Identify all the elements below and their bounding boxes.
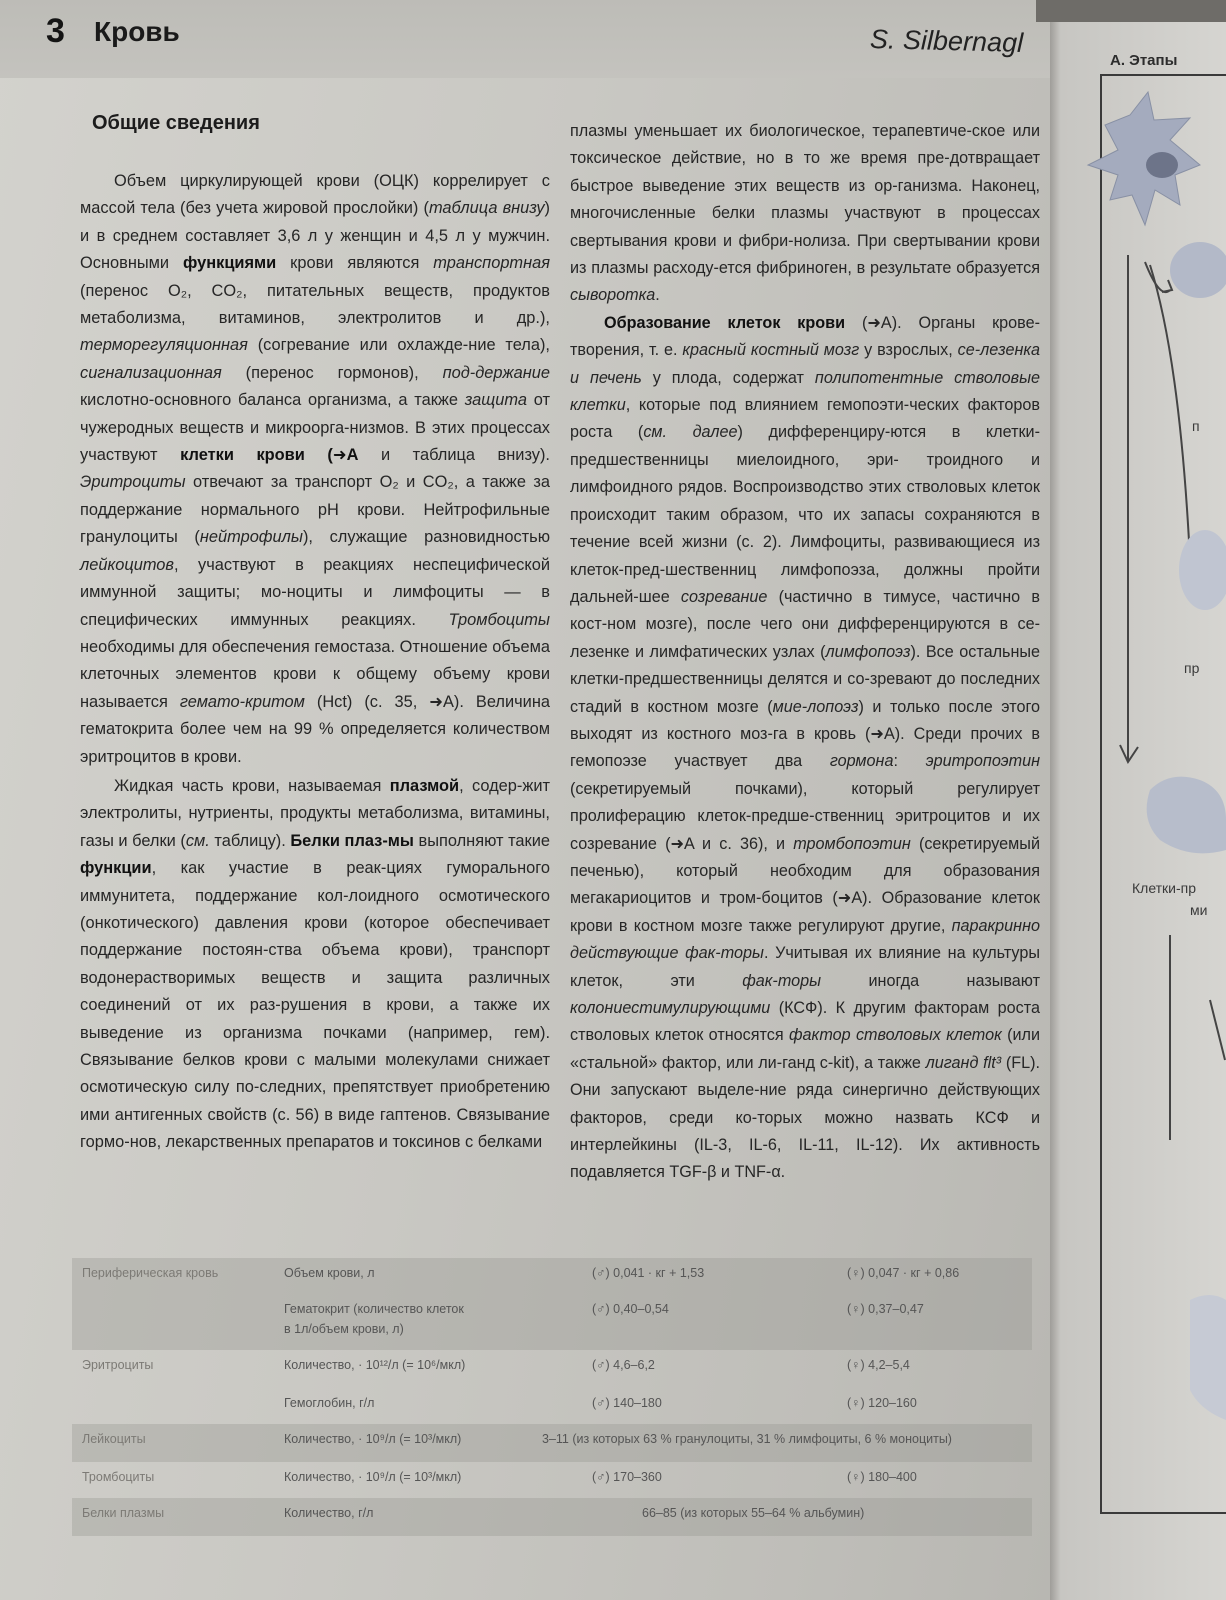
table-row: Тромбоциты Количество, · 10⁹/л (= 10³/мкл) (♂) 170–360 (♀) 180–400: [82, 1470, 917, 1484]
table-row: Белки плазмы Количество, г/л 66–85 (из которых 55–64 % альбумин): [72, 1498, 1032, 1536]
figure-text-fragment: ми: [1190, 902, 1208, 918]
table-row: Эритроциты Количество, · 10¹²/л (= 10⁶/мкл) (♂) 4,6–6,2 (♀) 4,2–5,4: [82, 1358, 910, 1372]
right-column: [570, 118, 1040, 1187]
chapter-title: Кровь: [94, 16, 180, 47]
figure-label: А. Этапы: [1110, 52, 1178, 69]
figure-text-fragment: пр: [1184, 660, 1200, 676]
arrow-head: [1162, 280, 1172, 292]
author-name: S. Silbernagl: [869, 24, 1024, 58]
paragraph: Объем циркулирующей крови (ОЦК) коррелирует с массой тела (без учета жировой прослойки) (таблица внизу) и в среднем составляет 3,6 л у женщин и 4,5 л у мужчин. Основными функциями крови являются транспортная (перенос O₂, CO₂, питательных веществ, продуктов метаболизма, витаминов, электролитов и др.), терморегуляционная (согревание или охлажде-ние тела), сигнализационная (перенос гормонов), под-держание кислотно-основного баланса организма, а также защита от чужеродных веществ и микроорга-низмов. В этих процессах участвуют клетки крови (➜A и таблица внизу). Эритроциты отвечают за транспорт O₂ и CO₂, а также за поддержание нормального pH крови. Нейтрофильные гранулоциты (нейтрофилы), служащие разновидностью лейкоцитов, участвуют в реакциях неспецифической иммунной защиты; мо-ноциты и лимфоциты — в специфических иммунных реакциях. Тромбоциты необходимы для обеспечения гемостаза. Отношение объема клеточных элементов крови к общему объему крови называется гемато-критом (Hct) (с. 35, ➜A). Величина гематокрита более чем на 99 % определяется количеством эритроцитов в крови.: [80, 172, 551, 766]
arrow-line: [1210, 1000, 1225, 1060]
figure-text-fragment: п: [1192, 418, 1200, 434]
left-column: [80, 168, 550, 1157]
blood-values-table: [72, 1258, 1032, 1536]
figure-text-fragment: Клетки-пр: [1132, 880, 1197, 896]
paragraph: Жидкая часть крови, называемая плазмой, содер-жит электролиты, нутриенты, продукты метаболизма, витамины, газы и белки (см. таблицу). Белки плаз-мы выполняют такие функции, как участие в реак-циях гуморального иммунитета, поддержание кол-лоидного осмотического (онкотического) давления крови (которое обеспечивает поддержание постоян-ства объема крови), транспорт водонерастворимых веществ и защита различных соединений от их раз-рушения в крови, а также их выведение из организма почками (например, гем). Связывание белков крови с малыми молекулами снижает осмотическую силу по-следних, препятствует приобретению ими антигенных свойств (с. 56) в виде гаптенов. Связывание гормо-нов, лекарственных препаратов и токсинов с белками: [80, 776, 550, 1152]
figure-illustration: [1050, 0, 1226, 1600]
chapter-number: 3: [46, 12, 65, 50]
arrow-line: [1150, 265, 1190, 560]
paragraph: Образование клеток крови (➜A). Органы крове-творения, т. е. красный костный мозг у взрослых, се-лезенка и печень у плода, содержат полипотентные стволовые клетки, которые под влиянием гемопоэти-ческих факторов роста (см. далее) дифференциру-ются в клетки-предшественницы миелоидного, эри- троидного и лимфоидного рядов. Воспроизводство этих стволовых клеток происходит таким образом, что их запасы сохраняются в течение всей жизни (с. 2). Лимфоциты, развивающиеся из клеток-пред-шественниц лимфопоэза, должны пройти дальней-шее созревание (частично в тимусе, частично в кост-ном мозге), после чего они дифференцируются в се-лезенке и лимфатических узлах (лимфопоэз). Все остальные клетки-предшественницы делятся и со-зревают до последних стадий в костном мозге (мие-лопоэз) и только после этого выходят из костного моз-га в кровь (➜A). Среди прочих в гемопоэзе участвует два гормона: эритропоэтин (секретируемый почками), который регулирует пролиферацию клеток-предше-ственниц эритроцитов и их созревание (➜A и с. 36), и тромбопоэтин (секретируемый печенью), который необходим для образования мегакариоцитов и тром-боцитов (➜A). Образование клеток крови в костном мозге также регулируют другие, паракринно действующие фак-торы. Учитывая их влияние на культуры клеток, эти фак-торы иногда называют колониестимулирующими (КСФ). К другим факторам роста стволовых клеток относятся фактор стволовых клеток (или «стальной» фактор, или ли-ганд c-kit), а также лиганд flt³ (FL). Они запускают выделе-ние ряда синергично действующих факторов, среди ко-торых можно назвать КСФ и интерлейкины (IL-3, IL-6, IL-11, IL-12). Их активность подавляется TGF-β и TNF-α.: [570, 313, 1041, 1182]
table-row: Гематокрит (количество клеток в 1л/объем крови, л) (♂) 0,40–0,54 (♀) 0,37–0,47: [72, 1294, 1032, 1350]
table-row: Периферическая кровь Объем крови, л (♂) 0,041 · кг + 1,53 (♀) 0,047 · кг + 0,86: [72, 1258, 1032, 1294]
table-row: Лейкоциты Количество, · 10⁹/л (= 10³/мкл) 3–11 (из которых 63 % гранулоциты, 31 % лимфоциты, 6 % моноциты): [72, 1424, 1032, 1462]
arrow-line: [1145, 262, 1170, 292]
section-title: Общие сведения: [92, 112, 260, 134]
stem-cell-icon: [1088, 92, 1200, 225]
paragraph: плазмы уменьшает их биологическое, терапевтиче-ское или токсическое действие, но в то же время пре-дотвращает быстрое выведение этих веществ из ор-ганизма. Наконец, многочисленные белки плазмы участвуют в процессах свертывания крови и фибри-нолиза. При свертывании крови из плазмы расходу-ется фибриноген, в результате образуется сыворотка.: [570, 122, 1041, 305]
table-row: Гемоглобин, г/л (♂) 140–180 (♀) 120–160: [284, 1396, 917, 1410]
